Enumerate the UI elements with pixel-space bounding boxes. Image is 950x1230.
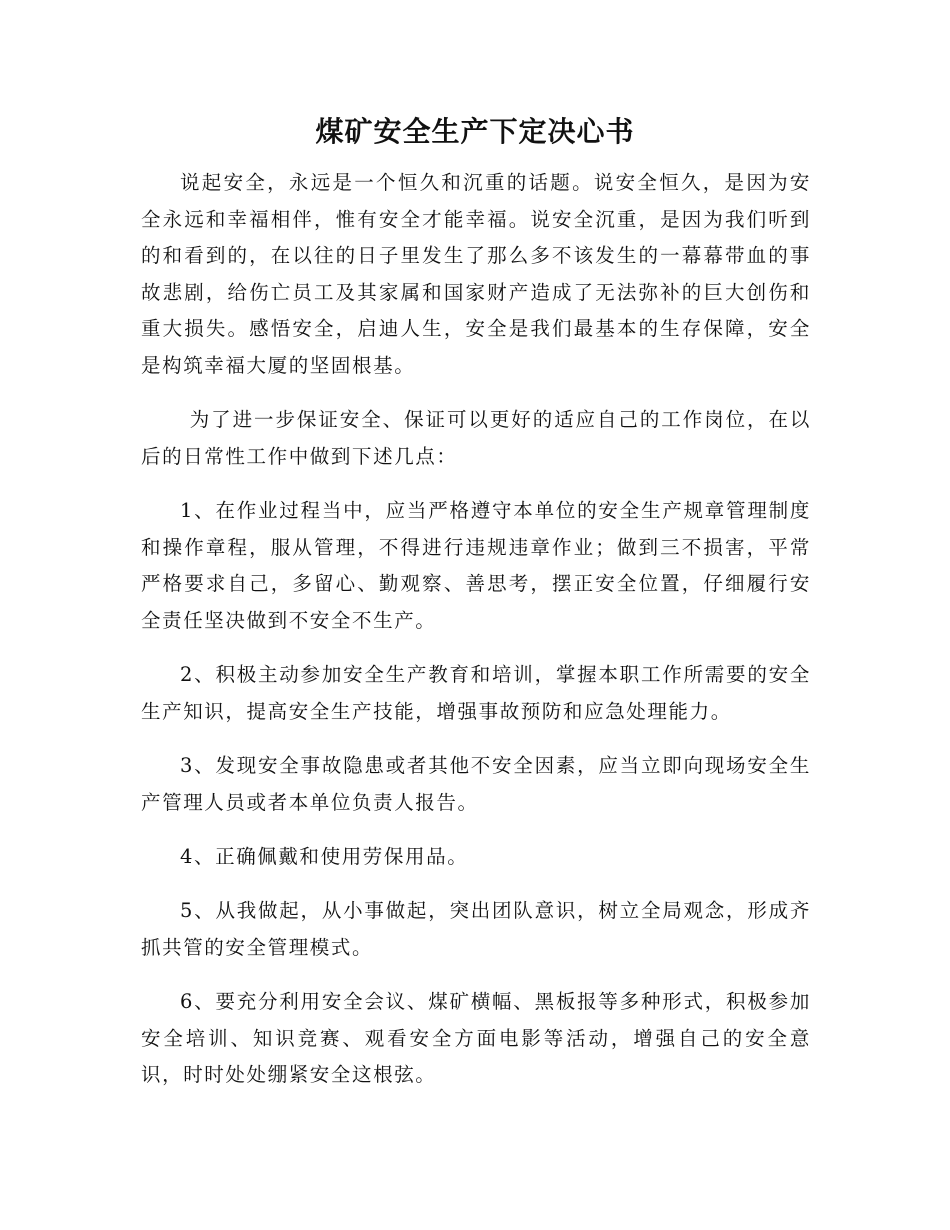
point-5-paragraph: 5、从我做起，从小事做起，突出团队意识，树立全局观念，形成齐抓共管的安全管理模式。 — [141, 899, 811, 959]
point-4-paragraph: 4、正确佩戴和使用劳保用品。 — [180, 845, 469, 868]
intro-paragraph: 说起安全，永远是一个恒久和沉重的话题。说安全恒久，是因为安全永远和幸福相伴，惟有安全才能幸福。说安全沉重，是因为我们听到的和看到的，在以往的日子里发生了那么多不该发生的一幕幕带血的事故悲剧，给伤亡员工及其家属和国家财产造成了无法弥补的巨大创伤和重大损失。感悟安全，启迪人生，安全是我们最基本的生存保障，安全是构筑幸福大厦的坚固根基。 — [141, 171, 811, 377]
point-6-paragraph: 6、要充分利用安全会议、煤矿横幅、黑板报等多种形式，积极参加安全培训、知识竞赛、观看安全方面电影等活动，增强自己的安全意识，时时处处绷紧安全这根弦。 — [141, 990, 811, 1086]
document-title: 煤矿安全生产下定决心书 — [315, 115, 635, 148]
point-3-paragraph: 3、发现安全事故隐患或者其他不安全因素，应当立即向现场安全生产管理人员或者本单位负责人报告。 — [141, 754, 811, 814]
point-2-paragraph: 2、积极主动参加安全生产教育和培训，掌握本职工作所需要的安全生产知识，提高安全生产技能，增强事故预防和应急处理能力。 — [141, 663, 811, 723]
lead-in-paragraph: 为了进一步保证安全、保证可以更好的适应自己的工作岗位，在以后的日常性工作中做到下述几点： — [141, 408, 811, 468]
point-1-paragraph: 1、在作业过程当中，应当严格遵守本单位的安全生产规章管理制度和操作章程，服从管理，不得进行违规违章作业；做到三不损害，平常严格要求自己，多留心、勤观察、善思考，摆正安全位置，仔细履行安全责任坚决做到不安全不生产。 — [141, 499, 811, 632]
